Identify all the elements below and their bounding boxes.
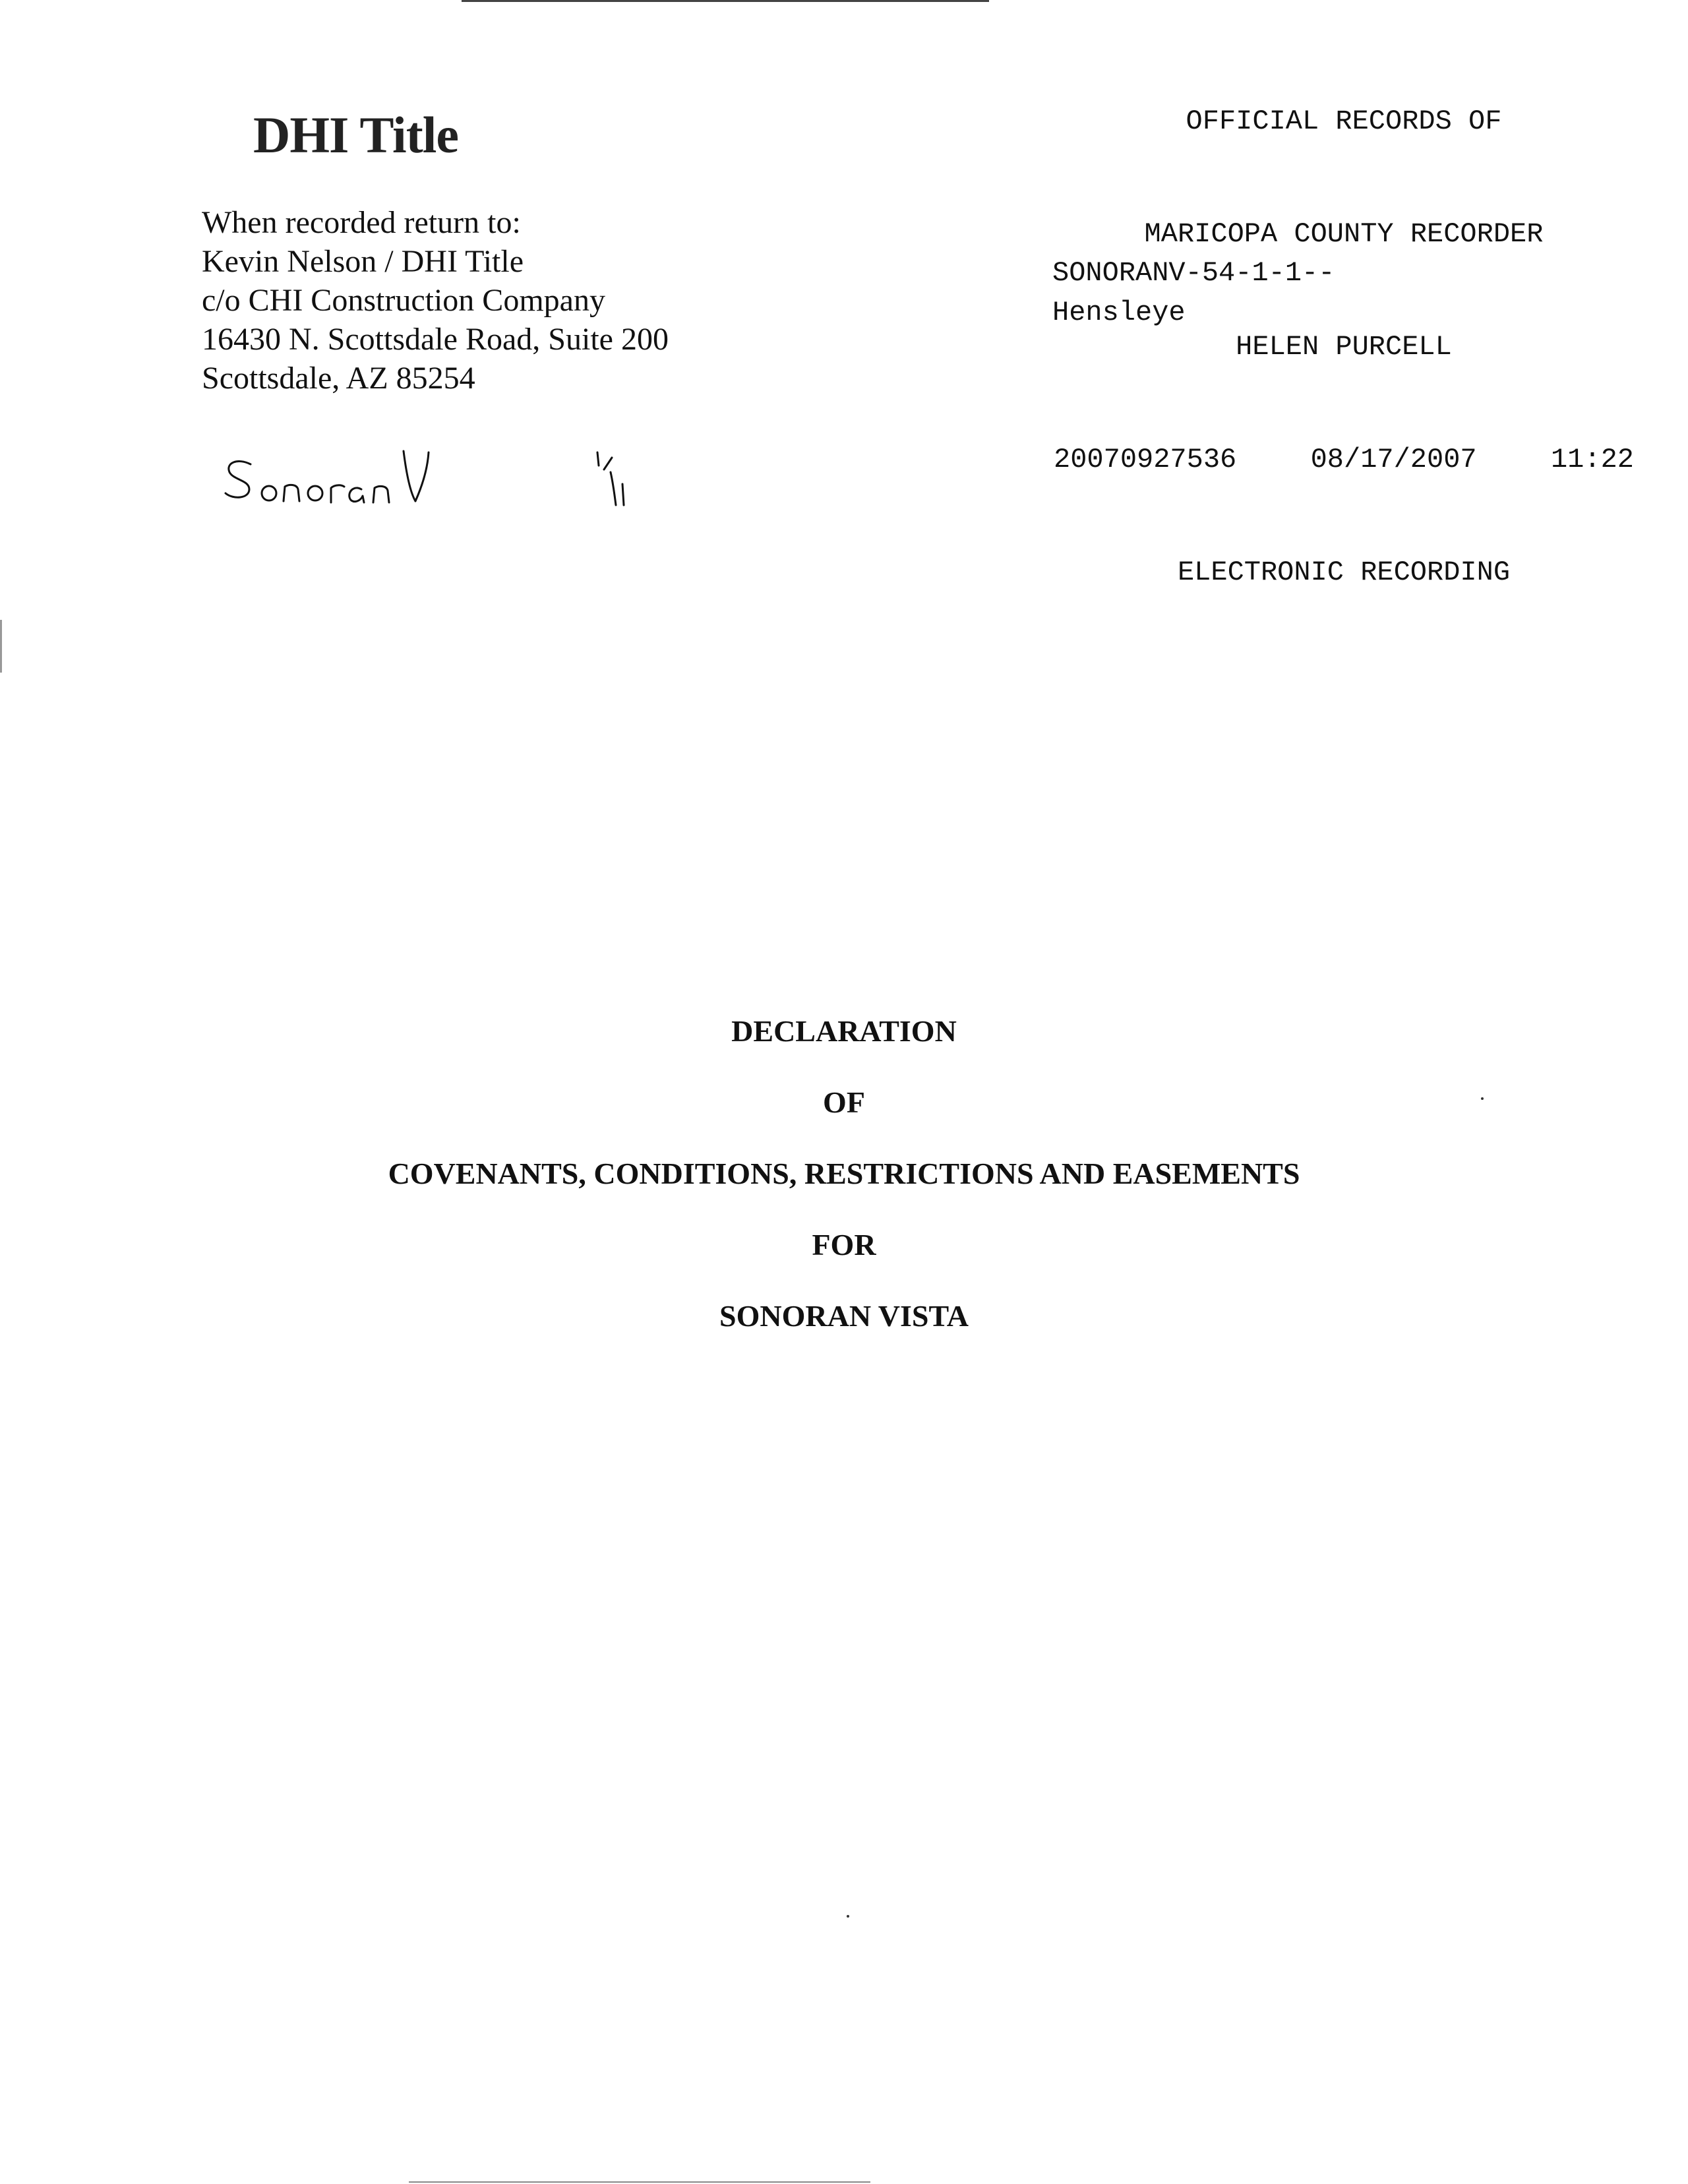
title-line: SONORAN VISTA bbox=[719, 1299, 969, 1333]
recording-info-line bbox=[1054, 441, 1634, 479]
document-code: SONORANV-54-1-1-- bbox=[1052, 257, 1335, 289]
document-code-block bbox=[1052, 253, 1335, 332]
return-address-line: Kevin Nelson / DHI Title bbox=[202, 244, 524, 279]
title-line: OF bbox=[823, 1085, 865, 1119]
company-title: DHI Title bbox=[253, 106, 458, 164]
record-date: 08/17/2007 bbox=[1310, 444, 1477, 475]
handwritten-note bbox=[218, 446, 679, 518]
record-number: 20070927536 bbox=[1054, 444, 1237, 475]
record-time: 11:22 bbox=[1550, 444, 1634, 475]
title-line: DECLARATION bbox=[731, 1014, 957, 1048]
clerk-name: Hensleye bbox=[1052, 297, 1186, 328]
scan-speck bbox=[847, 1915, 849, 1918]
title-line: FOR bbox=[812, 1228, 876, 1261]
recorder-line: HELEN PURCELL bbox=[1236, 331, 1452, 363]
scan-left-edge bbox=[0, 620, 2, 673]
title-line: COVENANTS, CONDITIONS, RESTRICTIONS AND EASEMENTS bbox=[388, 1157, 1300, 1190]
recorder-line: OFFICIAL RECORDS OF bbox=[1186, 106, 1502, 137]
return-address-block bbox=[202, 203, 669, 398]
scan-bottom-rule bbox=[409, 2181, 870, 2183]
scan-top-rule bbox=[462, 0, 989, 2]
return-address-line: c/o CHI Construction Company bbox=[202, 283, 605, 318]
recorder-line: ELECTRONIC RECORDING bbox=[1177, 557, 1511, 588]
document-title bbox=[0, 996, 1688, 1352]
return-address-line: Scottsdale, AZ 85254 bbox=[202, 361, 475, 396]
recorder-stamp bbox=[1047, 28, 1641, 667]
scan-speck bbox=[1481, 1097, 1484, 1100]
return-address-line: When recorded return to: bbox=[202, 205, 521, 240]
recorder-line: MARICOPA COUNTY RECORDER bbox=[1144, 218, 1544, 250]
return-address-line: 16430 N. Scottsdale Road, Suite 200 bbox=[202, 322, 669, 357]
